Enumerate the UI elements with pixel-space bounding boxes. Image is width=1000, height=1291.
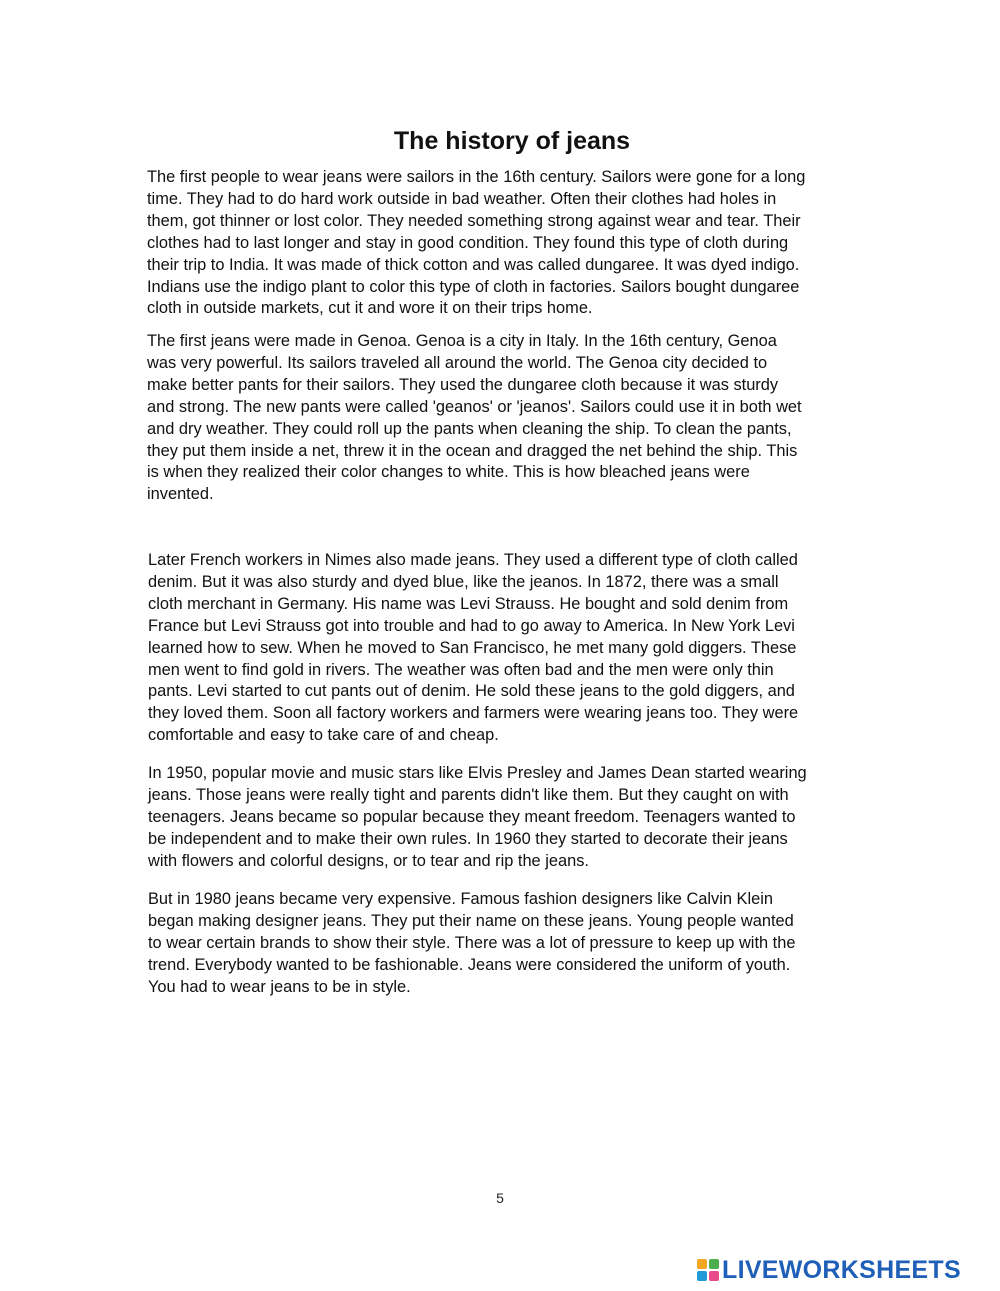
- text-line: learned how to sew. When he moved to San Francisco, he met many gold diggers. These: [148, 638, 797, 657]
- text-line: their trip to India. It was made of thick cotton and was called dungaree. It was dyed indigo.: [147, 255, 800, 274]
- text-line: and strong. The new pants were called 'geanos' or 'jeanos'. Sailors could use it in both wet: [147, 397, 802, 416]
- text-line: Later French workers in Nimes also made jeans. They used a different type of cloth called: [148, 551, 798, 569]
- text-line: make better pants for their sailors. They used the dungaree cloth because it was sturdy: [147, 375, 779, 394]
- text-line: jeans. Those jeans were really tight and parents didn't like them. But they caught on with: [148, 785, 789, 804]
- text-line: men went to find gold in rivers. The weather was often bad and the men were only thin: [148, 660, 774, 679]
- text-line: began making designer jeans. They put their name on these jeans. Young people wanted: [148, 911, 794, 930]
- page-title: The history of jeans: [393, 127, 631, 155]
- liveworksheets-logo-icon: [697, 1259, 719, 1281]
- text-line: The first people to wear jeans were sailors in the 16th century. Sailors were gone for a long: [147, 168, 806, 186]
- text-line: clothes had to last longer and stay in good condition. They found this type of cloth during: [147, 233, 789, 252]
- text-line: cloth in outside markets, cut it and wore it on their trips home.: [147, 299, 593, 318]
- paragraph-1980s: [148, 889, 893, 999]
- text-line: invented.: [147, 485, 214, 504]
- text-line: Indians use the indigo plant to color this type of cloth in factories. Sailors bought dungaree: [147, 277, 800, 296]
- text-line: cloth merchant in Germany. His name was Levi Strauss. He bought and sold denim from: [148, 594, 789, 613]
- text-line: denim. But it was also sturdy and dyed blue, like the jeanos. In 1872, there was a small: [148, 572, 779, 591]
- text-line: But in 1980 jeans became very expensive. Famous fashion designers like Calvin Klein: [148, 890, 774, 908]
- text-line: they put them inside a net, threw it in the ocean and dragged the net behind the ship. This: [147, 441, 798, 460]
- paragraph-1950s: [148, 763, 893, 873]
- logo-square: [697, 1271, 707, 1281]
- text-line: France but Levi Strauss got into trouble and had to go away to America. In New York Levi: [148, 616, 795, 635]
- logo-square: [709, 1259, 719, 1269]
- text-line: is when they realized their color changes to white. This is how bleached jeans were: [147, 463, 750, 482]
- text-line: In 1950, popular movie and music stars like Elvis Presley and James Dean started wearing: [148, 764, 807, 782]
- text-line: was very powerful. Its sailors traveled all around the world. The Genoa city decided to: [147, 353, 768, 372]
- text-line: them, got thinner or lost color. They needed something strong against wear and tear. Their: [147, 211, 801, 230]
- text-line: they loved them. Soon all factory workers and farmers were wearing jeans too. They were: [148, 704, 799, 723]
- logo-square: [697, 1259, 707, 1269]
- text-line: and dry weather. They could roll up the pants when cleaning the ship. To clean the pants,: [147, 419, 792, 438]
- page-number: 5: [496, 1190, 504, 1206]
- text-line: time. They had to do hard work outside in bad weather. Often their clothes had holes in: [147, 189, 777, 208]
- text-line: pants. Levi started to cut pants out of denim. He sold these jeans to the gold diggers, and: [148, 682, 795, 701]
- paragraph-levi-strauss: [148, 550, 893, 747]
- text-line: be independent and to make their own rules. In 1960 they started to decorate their jeans: [148, 829, 788, 848]
- text-line: The first jeans were made in Genoa. Genoa is a city in Italy. In the 16th century, Genoa: [147, 332, 777, 350]
- text-line: teenagers. Jeans became so popular because they meant freedom. Teenagers wanted to: [148, 807, 796, 826]
- paragraph-genoa: [147, 331, 892, 506]
- brand-name: LIVEWORKSHEETS: [722, 1255, 961, 1284]
- liveworksheets-watermark: [697, 1256, 961, 1284]
- text-line: to wear certain brands to show their style. There was a lot of pressure to keep up with the: [148, 933, 796, 952]
- text-line: comfortable and easy to take care of and cheap.: [148, 726, 499, 745]
- paragraph-sailors: [147, 167, 892, 320]
- text-line: trend. Everybody wanted to be fashionable. Jeans were considered the uniform of youth.: [148, 955, 791, 974]
- logo-square: [709, 1271, 719, 1281]
- text-line: with flowers and colorful designs, or to tear and rip the jeans.: [148, 851, 589, 870]
- text-line: You had to wear jeans to be in style.: [148, 977, 411, 996]
